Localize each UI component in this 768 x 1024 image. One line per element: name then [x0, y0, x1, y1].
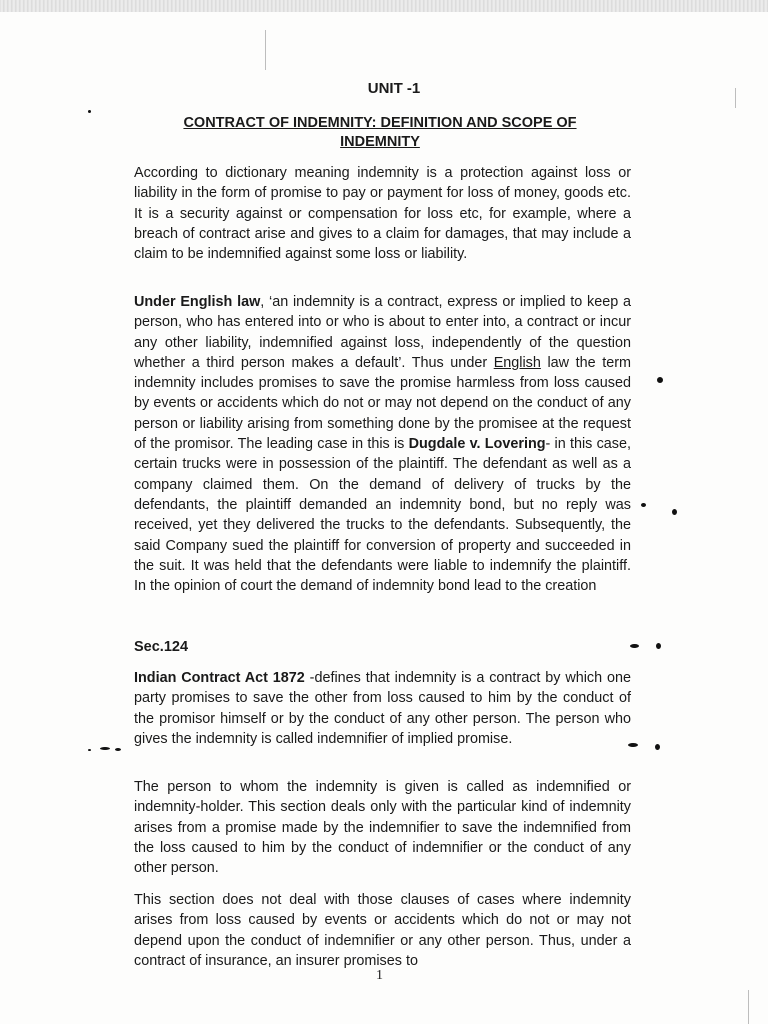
scan-speck	[88, 110, 91, 113]
bold-lead-indian-contract-act: Indian Contract Act 1872	[134, 670, 305, 686]
paragraph-indemnity-holder: The person to whom the indemnity is given is called as indemnified or indemnity-holder. This section deals only with the particular kind of indemnity arises from a promise made by the indemnifier to save the indemnified from the loss caused to him by the conduct of indemnifier or the conduct of any other person.	[134, 779, 631, 877]
scan-top-edge	[0, 0, 768, 12]
bold-lead-english-law: Under English law	[134, 294, 261, 310]
scan-speck	[641, 503, 646, 507]
text-segment: -defines that indemnity is a contract by which one party promises to save the other from loss caused to him by the conduct of the promisor himself or by the conduct of any other person. The person who gives the indemnity is called indemnifier of implied promise.	[134, 670, 631, 747]
scan-speck	[657, 377, 663, 383]
scan-speck	[100, 747, 110, 750]
scan-speck	[655, 744, 660, 750]
text-segment: - in this case, certain trucks were in possession of the plaintiff. The defendant as well as a company claimed them. On the demand of delivery of trucks by the defendants, the plaintiff demanded an indemnity bond, but no reply was received, yet they delivered the trucks to the defendants. Subsequently, the said Company sued the plaintiff for conversion of property and succeeded in the suit. It was held that the defendants were liable to indemnify the plaintiff. In the opinion of court the demand of indemnity bond lead to the creation	[134, 436, 632, 595]
section-heading: Sec.124	[134, 639, 189, 655]
paragraph-english-law	[134, 292, 631, 596]
case-name-dugdale-v-lovering: Dugdale v. Lovering	[408, 436, 546, 453]
text-segment: , ‘an indemnity is a contract, express or implied to keep a person, who has entered into or who is about to enter into, a contract or incur any other liability, indemnified against loss, independently of the question whether a third person makes a default’. Thus under	[134, 294, 631, 371]
scan-speck	[628, 743, 638, 747]
paragraph-dictionary-meaning: According to dictionary meaning indemnity is a protection against loss or liability in the form of promise to pay or payment for loss of money, goods etc. It is a security against or compensation for loss etc, for example, where a breach of contract arise and gives to a claim for damages, that may include a claim to be indemnified against some loss or liability.	[134, 165, 631, 263]
page-number: 1	[376, 968, 383, 983]
scan-speck	[88, 749, 91, 751]
text-segment: law the term indemnity includes promises to save the promise harmless from loss caused by events or accidents which do not or may not depend on the conduct of any person or liability arising from something done by the promisee at the request of the promisor. The leading case in this is	[134, 354, 631, 453]
underlined-english: English	[493, 354, 541, 371]
paragraph-indian-contract-act	[134, 668, 631, 749]
scan-artifact-line	[748, 990, 749, 1024]
chapter-title: CONTRACT OF INDEMNITY: DEFINITION AND SCOPE OF INDEMNITY	[183, 115, 577, 150]
scan-speck	[656, 643, 661, 649]
unit-title: UNIT -1	[367, 80, 421, 97]
scan-speck	[630, 644, 639, 648]
scan-speck	[672, 509, 677, 515]
paragraph-section-scope: This section does not deal with those clauses of cases where indemnity arises from loss caused by events or accidents which do not or may not depend upon the conduct of indemnifier or any other person. Thus, under a contract of insurance, an insurer promises to	[134, 892, 631, 969]
scan-speck	[115, 748, 121, 751]
scan-artifact-line	[265, 30, 266, 70]
